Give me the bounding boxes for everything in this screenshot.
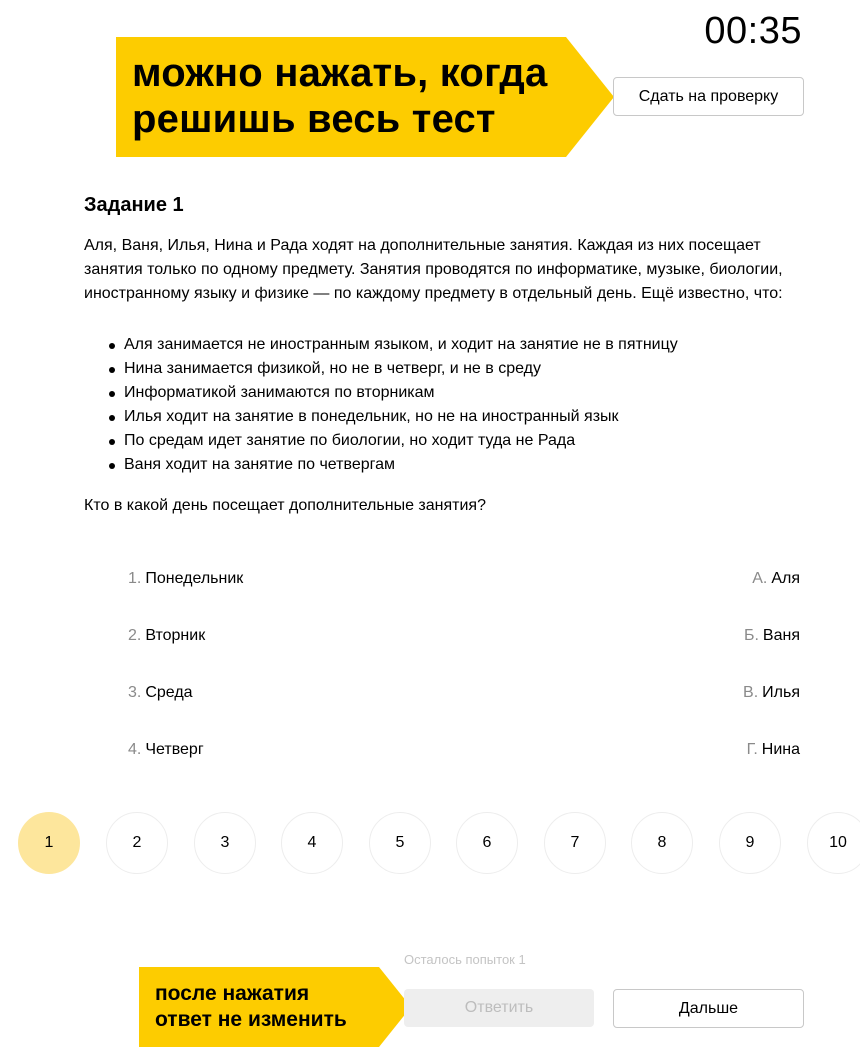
option-key: Г. [746,741,758,758]
day-option[interactable] [128,567,243,624]
hint-banner-answer [139,967,411,1047]
option-label: Илья [762,684,800,701]
condition-item: Аля занимается не иностранным языком, и ходит на занятие не в пятницу [106,333,678,357]
timer: 00:35 [704,10,802,52]
hint-banner-line1: можно нажать, когда [132,51,548,95]
option-label: Четверг [145,741,204,758]
page-button-3[interactable]: 3 [194,812,256,874]
hint-banner-line1: после нажатия [155,982,310,1005]
condition-item: По средам идет занятие по биологии, но ходит туда не Рада [106,429,678,453]
page-button-9[interactable]: 9 [719,812,781,874]
name-option[interactable] [743,624,800,681]
task-title: Задание 1 [84,194,184,216]
name-option[interactable] [743,567,800,624]
page-button-6[interactable]: 6 [456,812,518,874]
option-key: 2. [128,627,142,644]
page-button-7[interactable]: 7 [544,812,606,874]
right-column-names [743,567,800,795]
conditions-list [106,333,678,477]
page-button-4[interactable]: 4 [281,812,343,874]
page-button-10[interactable]: 10 [807,812,860,874]
option-label: Нина [761,741,800,758]
option-key: Б. [743,627,759,644]
hint-banner-line2: решишь весь тест [132,97,496,141]
option-label: Аля [771,570,800,587]
hint-banner-submit [116,37,614,157]
day-option[interactable] [128,738,243,795]
name-option[interactable] [743,738,800,795]
submit-test-button[interactable]: Сдать на проверку [613,77,804,116]
answer-button[interactable]: Ответить [404,989,594,1027]
attempts-remaining: Осталось попыток 1 [404,952,526,967]
option-key: 1. [128,570,142,587]
day-option[interactable] [128,624,243,681]
name-option[interactable] [743,681,800,738]
option-label: Среда [145,684,193,701]
option-label: Понедельник [145,570,244,587]
option-key: 3. [128,684,142,701]
condition-item: Нина занимается физикой, но не в четверг, и не в среду [106,357,678,381]
page-button-2[interactable]: 2 [106,812,168,874]
condition-item: Илья ходит на занятие в понедельник, но не на иностранный язык [106,405,678,429]
option-key: В. [743,684,759,701]
option-key: А. [752,570,768,587]
option-label: Вторник [145,627,206,644]
page-button-1[interactable]: 1 [18,812,80,874]
hint-banner-line2: ответ не изменить [155,1008,347,1031]
day-option[interactable] [128,681,243,738]
left-column-days [128,567,243,795]
page-button-8[interactable]: 8 [631,812,693,874]
condition-item: Ваня ходит на занятие по четвергам [106,453,678,477]
question-pager [18,812,860,874]
option-label: Ваня [762,627,800,644]
task-text: Аля, Ваня, Илья, Нина и Рада ходят на дополнительные занятия. Каждая из них посещает занятия только по одному предмету. Занятия проводятся по информатике, музыке, биологии, иностранному языку и физике — по каждому предмету в отдельный день. Ещё известно, что: [84,237,783,302]
page-button-5[interactable]: 5 [369,812,431,874]
option-key: 4. [128,741,142,758]
task-question: Кто в какой день посещает дополнительные занятия? [84,497,486,514]
next-button[interactable]: Дальше [613,989,804,1028]
condition-item: Информатикой занимаются по вторникам [106,381,678,405]
